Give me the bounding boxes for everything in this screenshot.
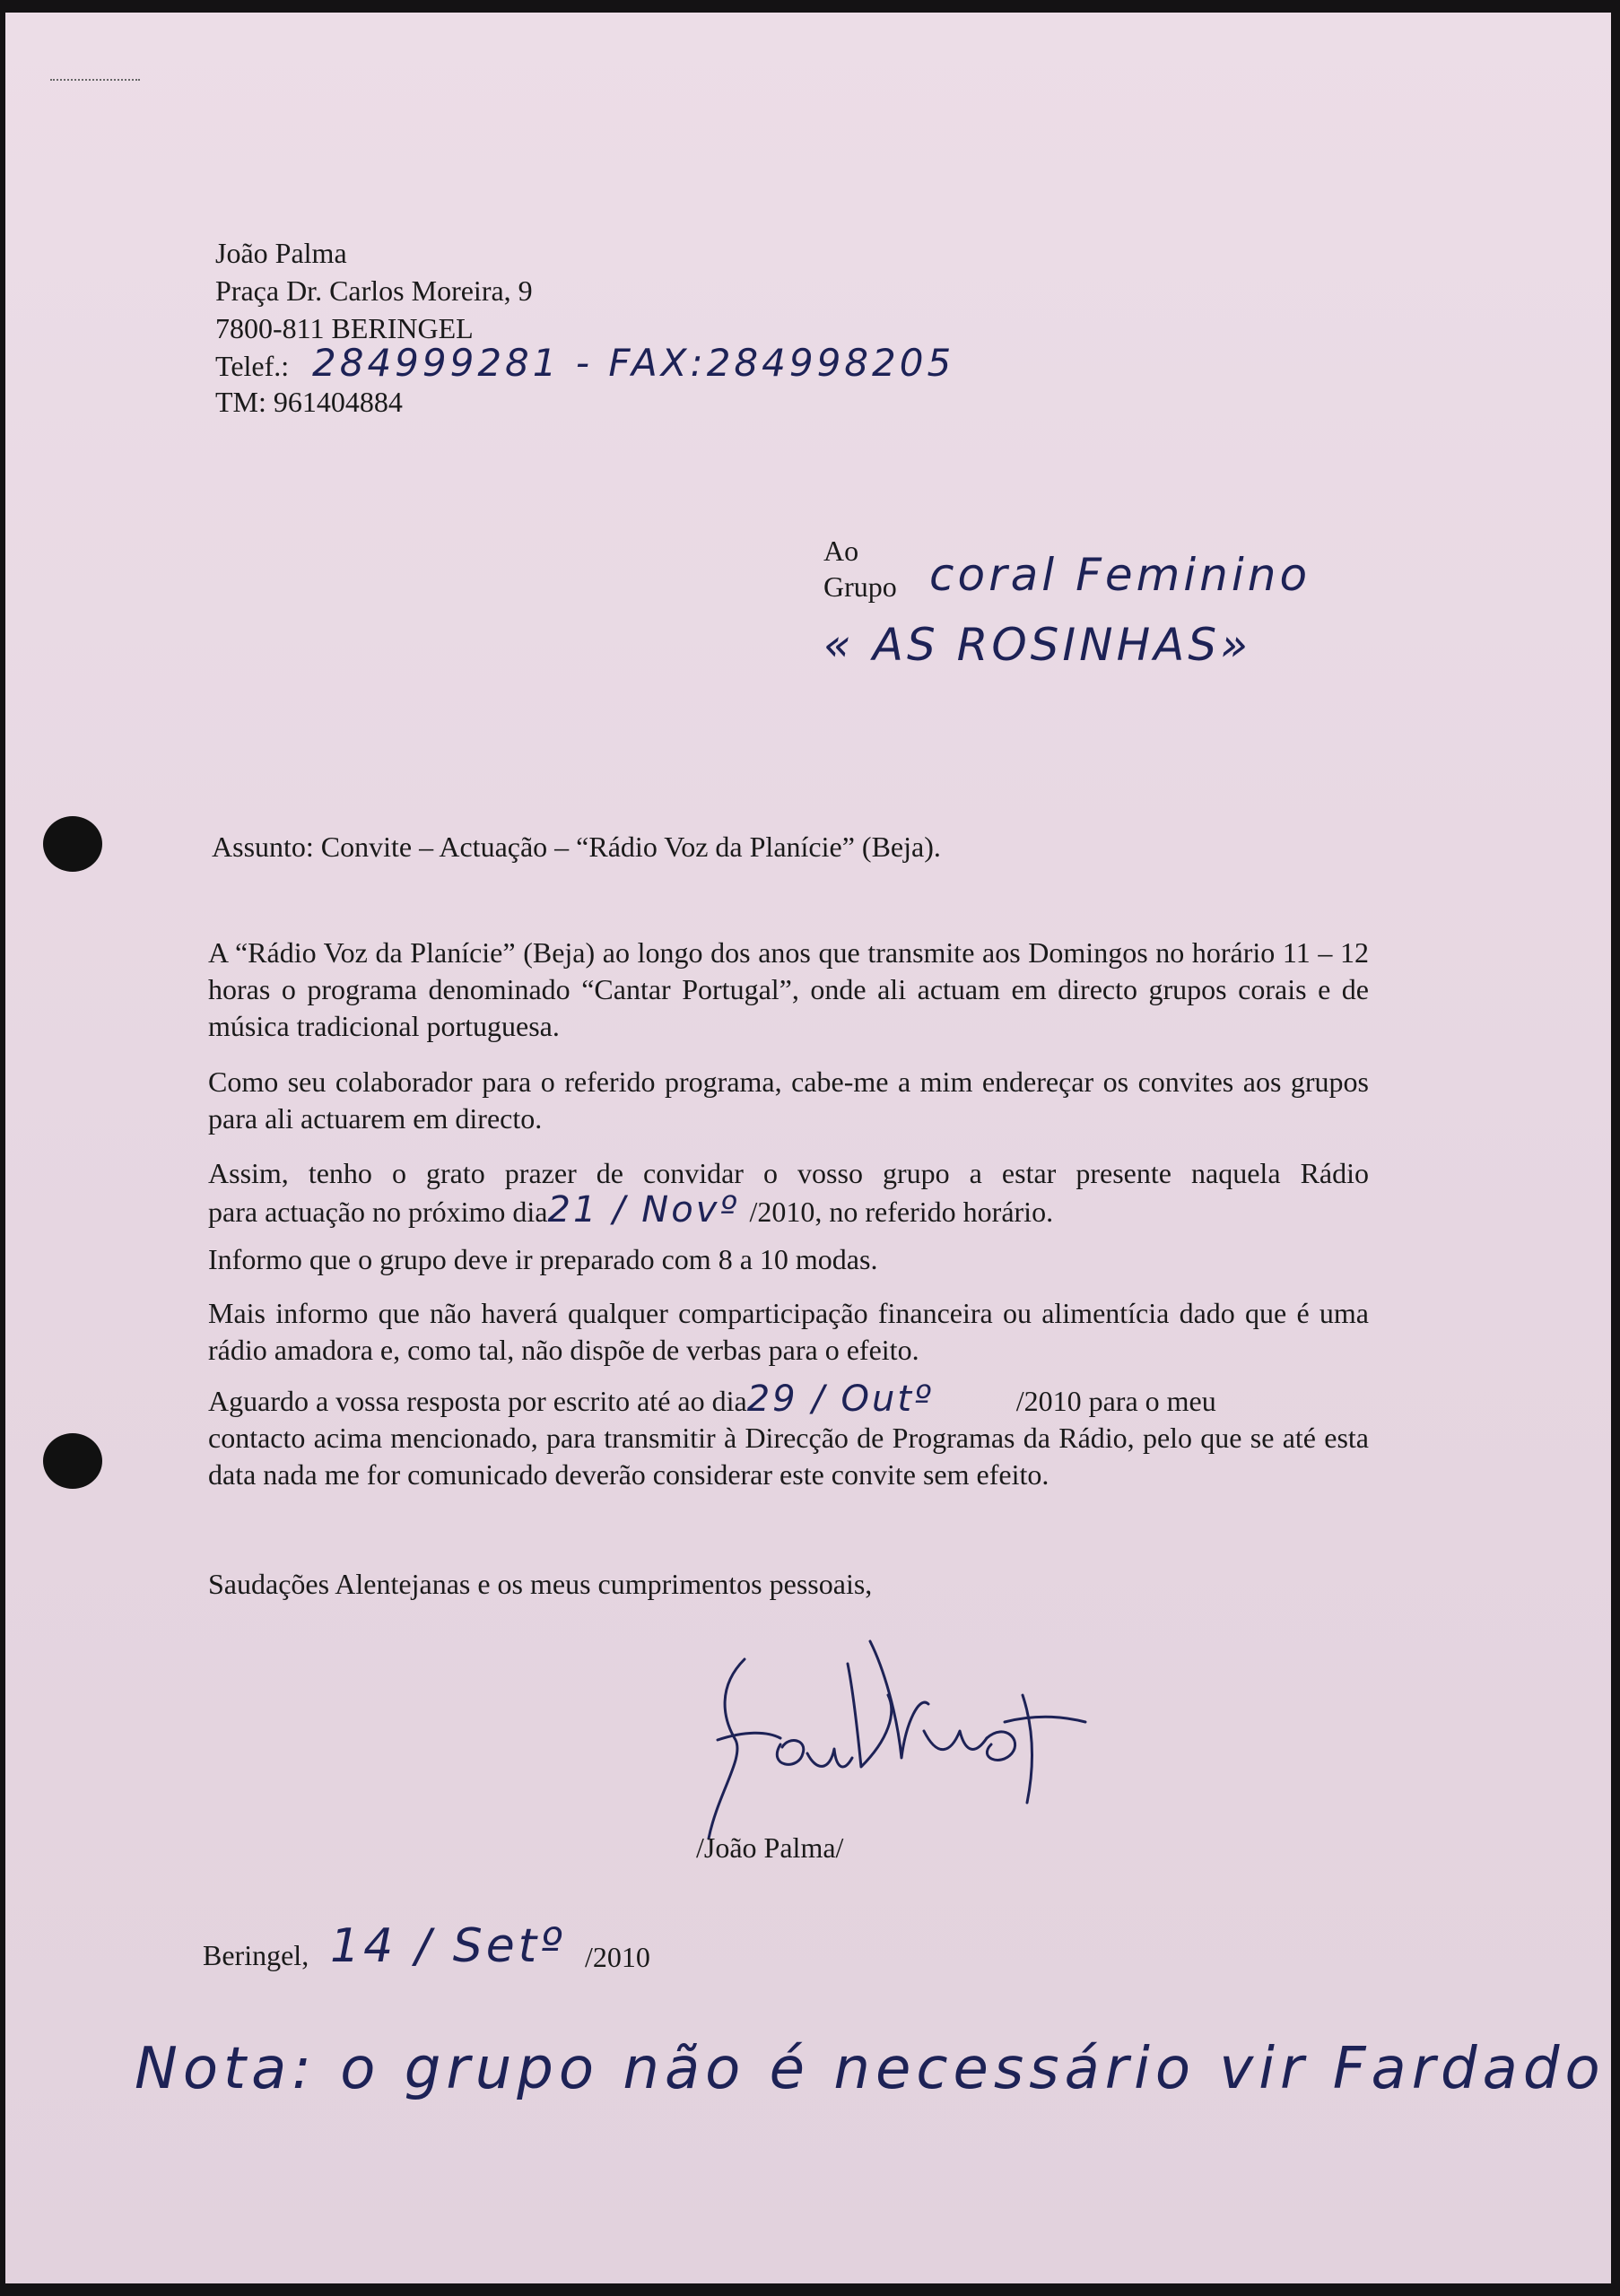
sender-city: 7800-811 BERINGEL — [215, 312, 474, 344]
body-paragraph-4: Informo que o grupo deve ir preparado com 8 a 10 modas. — [208, 1243, 878, 1275]
sender-phone-handwritten: 284999281 - FAX:284998205 — [312, 341, 955, 385]
body-paragraph-3-after-date: /2010, no referido horário. — [749, 1196, 1054, 1228]
body-paragraph-3-line2 — [208, 1189, 1369, 1231]
signature-printed-name: /João Palma/ — [696, 1831, 844, 1864]
body-paragraph-1: A “Rádio Voz da Planície” (Beja) ao longo dos anos que transmite aos Domingos no horário 11 – 12 horas o programa denominado “Cantar Portugal”, onde ali actuam em directo grupos corais e de música tradicional portuguesa. — [208, 936, 1369, 1042]
pencil-mark — [50, 75, 140, 81]
performance-date-handwritten: 21 / Novº — [547, 1189, 740, 1231]
subject-line: Assunto: Convite – Actuação – “Rádio Voz da Planície” (Beja). — [212, 831, 941, 863]
closing-line: Saudações Alentejanas e os meus cumprimentos pessoais, — [208, 1568, 873, 1600]
body-paragraph-2: Como seu colaborador para o referido programa, cabe-me a mim endereçar os convites aos grupos para ali actuarem em directo. — [208, 1065, 1369, 1135]
letter-date-handwritten: 14 / Setº — [330, 1919, 566, 1973]
body-paragraph-3 — [208, 1155, 1369, 1231]
body-paragraph-6-after-date: /2010 para o meu — [1015, 1385, 1216, 1417]
handwritten-note: Nota: o grupo não é necessário vir Fardado — [135, 2036, 1606, 2102]
body-paragraph-6-before-date: Aguardo a vossa resposta por escrito até ao dia — [208, 1385, 747, 1417]
body-paragraph-5: Mais informo que não haverá qualquer comparticipação financeira ou alimentícia dado que é uma rádio amadora e, como tal, não dispõe de verbas para o efeito. — [208, 1297, 1369, 1366]
body-paragraph-6 — [208, 1378, 1369, 1493]
sender-phone-label: Telef.: — [215, 350, 290, 382]
sender-mobile: TM: 961404884 — [215, 386, 403, 418]
sender-street: Praça Dr. Carlos Moreira, 9 — [215, 274, 533, 307]
body-paragraph-6-line1 — [208, 1378, 1369, 1420]
sender-name: João Palma — [215, 237, 347, 269]
recipient-group-label: Grupo — [823, 570, 897, 603]
recipient-line1: Ao — [823, 535, 859, 567]
recipient-group-name-handwritten: « AS ROSINHAS» — [823, 619, 1251, 671]
reply-deadline-handwritten: 29 / Outº — [746, 1378, 934, 1420]
handwritten-signature — [682, 1632, 1112, 1848]
body-paragraph-6-rest: contacto acima mencionado, para transmitir à Direcção de Programas da Rádio, pelo que se até esta data nada me for comunicado deverão considerar este convite sem efeito. — [208, 1422, 1369, 1491]
letter-year: /2010 — [585, 1941, 650, 1973]
punch-hole-bottom — [43, 1433, 102, 1489]
punch-hole-top — [43, 816, 102, 872]
place-label: Beringel, — [203, 1939, 309, 1971]
recipient-group-handwritten: coral Feminino — [929, 549, 1311, 601]
body-paragraph-3-line1: Assim, tenho o grato prazer de convidar o vosso grupo a estar presente naquela Rádio — [208, 1157, 1369, 1189]
body-paragraph-3-before-date: para actuação no próximo dia — [208, 1196, 548, 1228]
